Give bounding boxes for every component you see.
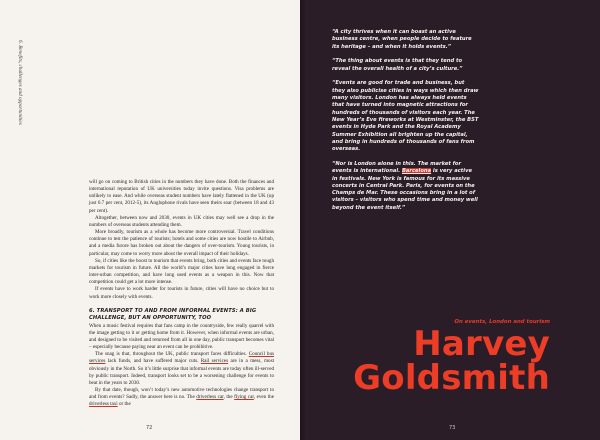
pull-quote: “A city thrives when it can boast an active business centre, when people decide to feature its heritage – and when it holds events.” — [332, 29, 472, 50]
interviewee-name — [353, 324, 550, 398]
body-paragraph: By that date, though, won’t today’s new automotive technologies change transport to and from events? Sadly, the answer here is no. The driverless car, the flying car, even the driverless taxi or the — [89, 387, 274, 408]
quote-column — [332, 29, 479, 220]
running-head-text: 6. Benefits, challenges and opportunities — [17, 40, 23, 125]
body-paragraph: The snag is that, throughout the UK, public transport faces difficulties. Council bus services lack funds, and have suffered major cuts. Rail services are in a mess, most obviously in the North. So it’s little surprise that informal events are today often ill-served by public transport. Indeed, transport looks set to be a worsening challenge for events to beat in the years to 2030. — [89, 351, 274, 386]
driverless-taxi-link[interactable]: driverless taxi — [89, 401, 118, 408]
right-page — [300, 0, 600, 440]
body-paragraph: will go on coming to British cities in the numbers they have done. Both the finances and international reputation of UK universities today invite questions. Visa problems are unlikely to ease. And while overseas student numbers have lately flattened in the UK (up just 0.7 per cent, 2012-5), its Anglophone rivals have seen theirs soar (between 18 and 43 per cent). — [89, 179, 274, 214]
council-bus-services-link[interactable]: Council bus services — [89, 351, 274, 365]
driverless-car-link[interactable]: driverless car — [196, 394, 224, 401]
body-paragraph: So, if cities like the boost to tourism that events bring, both cities and events face tough markets for tourism in future. All the world’s major cities have long engaged in fierce inter-urban competition, and have long used events as a weapon in this. Now that competition could get a lot more intense. — [89, 257, 274, 286]
left-body-column — [89, 179, 274, 409]
pull-quote: “Nor is London alone in this. The market for events is international. Barcelona is very active in festivals. New York is famous for its massive concerts in Central Park. Paris, for events on the Champs de Mar. These occasions bring in a lot of visitors – visitors who spend time and money well beyond the event itself.” — [332, 160, 478, 211]
body-paragraph: Altogether, between now and 2030, events in UK cities may well see a drop in the numbers of overseas students attending them. — [89, 214, 274, 228]
body-paragraph: More broadly, tourism as a whole has become more controversial. Travel conditions continue to test the patience of tourists; hotels and some cities are now hostile to Airbnb, and a media furore has broken out about the dangers of over-tourism. Young tourists, in particular, may come to worry more about the overall impact of their holidays. — [89, 229, 274, 257]
page-number-left: 72 — [146, 425, 153, 431]
pull-quote: “Events are good for trade and business, but they also publicise cities in ways which then draw many visitors. London has always held events that have turned into magnetic attractions for hundreds of thousands of visitors each year. The New Year’s Eve fireworks at Westminster, the BST events in Hyde Park and the Royal Academy Summer Exhibition all brighten up the capital, and bring in hundreds of thousands of fans from overseas. — [332, 80, 479, 153]
pull-quote: “The thing about events is that they tend to reveal the overall health of a city’s culture.” — [332, 58, 463, 72]
barcelona-link[interactable]: Barcelona — [401, 168, 432, 175]
interview-topic-label: On events, London and tourism — [454, 319, 550, 325]
body-paragraph: When a music festival requires that fans camp in the countryside, few really quarrel with the image getting to it or getting home from it. However, when informal events are urban, and designed to be visited and returned from all in one day, public transport becomes vital – especially because paying near an event can be prohibitive. — [89, 322, 274, 351]
running-head — [14, 40, 24, 340]
name-last: Goldsmith — [353, 358, 550, 398]
rail-services-link[interactable]: Rail services — [200, 358, 229, 365]
page-number-right: 73 — [449, 425, 456, 431]
section-heading: 6. TRANSPORT TO AND FROM INFORMAL EVENTS: A BIG CHALLENGE, BUT AN OPPORTUNITY, TOO — [89, 307, 257, 321]
body-paragraph: If events have to work harder for tourists in future, cities will have no choice but to work more closely with events. — [89, 286, 274, 300]
gutter-shadow — [300, 0, 306, 440]
name-first: Harvey — [413, 324, 550, 364]
flying-car-link[interactable]: flying car — [234, 394, 254, 401]
